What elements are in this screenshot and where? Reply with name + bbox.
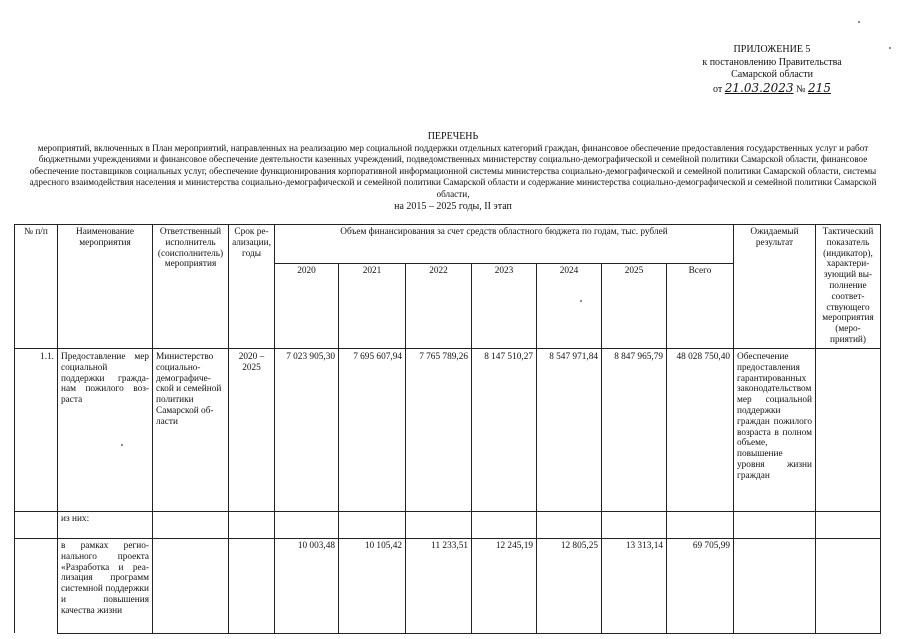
value-2025: 8 847 965,79 xyxy=(602,349,667,512)
appendix-block xyxy=(687,44,857,96)
scan-speck xyxy=(580,300,582,302)
date-value: 21.03.2023 xyxy=(724,80,794,95)
empty-cell xyxy=(472,512,537,539)
empty-cell xyxy=(153,512,229,539)
funding-table xyxy=(14,224,881,634)
sub-name: в рамках регионального проекта «Разработка и реализация программ системной поддержки и повышения качества жизни xyxy=(58,539,153,634)
empty-cell xyxy=(602,512,667,539)
table-row-main xyxy=(15,349,881,512)
header-executor: Ответственный исполнитель (соисполнитель) мероприятия xyxy=(153,225,229,349)
appendix-line-1: к постановлению Правительства xyxy=(702,56,842,68)
appendix-date-line xyxy=(687,82,857,97)
header-year: 2023 xyxy=(472,264,537,349)
header-num: № п/п xyxy=(15,225,58,349)
empty-cell xyxy=(15,512,58,539)
of-which-label: из них: xyxy=(58,512,153,539)
date-prefix: от xyxy=(713,83,723,95)
value-2024: 8 547 971,84 xyxy=(537,349,602,512)
empty-cell xyxy=(537,512,602,539)
header-term: Срок реализации, годы xyxy=(229,225,275,349)
document-heading xyxy=(20,131,886,212)
row-result: Обеспечение предоставления гарантированных законодательством мер социальной поддержки граждан пожилого возраста в полном объеме, повышение уровня жизни граждан xyxy=(734,349,816,512)
empty-cell xyxy=(816,539,881,634)
row-term: 2020 – 2025 xyxy=(229,349,275,512)
appendix-line-2: Самарской области xyxy=(731,69,813,80)
value-2023: 8 147 510,27 xyxy=(472,349,537,512)
header-indicator: Тактический показатель (индикатор), характеризующий выполнение соответствующего мероприятия (мероприятий) xyxy=(816,225,881,349)
empty-cell xyxy=(667,512,734,539)
value-2020: 7 023 905,30 xyxy=(275,349,339,512)
header-year: 2020 xyxy=(275,264,339,349)
header-year: 2025 xyxy=(602,264,667,349)
header-year: 2021 xyxy=(339,264,406,349)
empty-cell xyxy=(816,512,881,539)
header-year: 2024 xyxy=(537,264,602,349)
header-year: 2022 xyxy=(406,264,472,349)
table-row-sub xyxy=(15,539,881,634)
header-result: Ожидаемый результат xyxy=(734,225,816,349)
row-number: 1.1. xyxy=(15,349,58,512)
empty-cell xyxy=(229,512,275,539)
table-row-of-which xyxy=(15,512,881,539)
sub-value-2023: 12 245,19 xyxy=(472,539,537,634)
sub-value-2025: 13 313,14 xyxy=(602,539,667,634)
header-total: Всего xyxy=(667,264,734,349)
empty-cell xyxy=(339,512,406,539)
empty-cell xyxy=(15,539,58,634)
number-value: 215 xyxy=(808,80,831,95)
scan-speck xyxy=(858,21,860,23)
header-name: Наименование мероприятия xyxy=(58,225,153,349)
sub-value-2024: 12 805,25 xyxy=(537,539,602,634)
empty-cell xyxy=(153,539,229,634)
empty-cell xyxy=(229,539,275,634)
row-indicator xyxy=(816,349,881,512)
value-total: 48 028 750,40 xyxy=(667,349,734,512)
value-2021: 7 695 607,94 xyxy=(339,349,406,512)
empty-cell xyxy=(734,512,816,539)
sub-value-2022: 11 233,51 xyxy=(406,539,472,634)
heading-text: мероприятий, включенных в План мероприятий, направленных на реализацию мер социальной поддержки отдельных категорий граждан, финансовое обеспечение предоставления государственных услуг и работ бюджетными учреждениями и финансовое обеспечение деятельности казенных учреждений, подведомственных министерству социально-демографической и семейной политики Самарской области, финансовое обеспечение поставщиков социальных услуг, обеспечение функционирования корпоративной информационной системы министерства социально-демографической и семейной политики Самарской области, системы адресного взаимодействия населения и министерства социально-демографической и семейной политики Самарской области и содержание министерства социально-демографической и семейной политики Самарской области, xyxy=(29,142,877,199)
empty-cell xyxy=(406,512,472,539)
empty-cell xyxy=(734,539,816,634)
value-2022: 7 765 789,26 xyxy=(406,349,472,512)
number-prefix: № xyxy=(796,83,806,95)
header-funding: Объем финансирования за счет средств областного бюджета по годам, тыс. рублей xyxy=(275,225,734,264)
heading-period: на 2015 – 2025 годы, II этап xyxy=(394,200,512,212)
appendix-title: ПРИЛОЖЕНИЕ 5 xyxy=(733,44,811,55)
sub-value-2020: 10 003,48 xyxy=(275,539,339,634)
row-name: Предоставление мер социальной поддержки гражданам пожилого возраста xyxy=(58,349,153,512)
sub-value-2021: 10 105,42 xyxy=(339,539,406,634)
scan-speck xyxy=(889,47,891,49)
empty-cell xyxy=(275,512,339,539)
row-executor: Министерство социально-демографической и семейной политики Самарской области xyxy=(153,349,229,512)
header-row-1 xyxy=(15,225,881,264)
heading-title: ПЕРЕЧЕНЬ xyxy=(427,131,479,142)
scan-speck xyxy=(121,444,123,446)
sub-value-total: 69 705,99 xyxy=(667,539,734,634)
